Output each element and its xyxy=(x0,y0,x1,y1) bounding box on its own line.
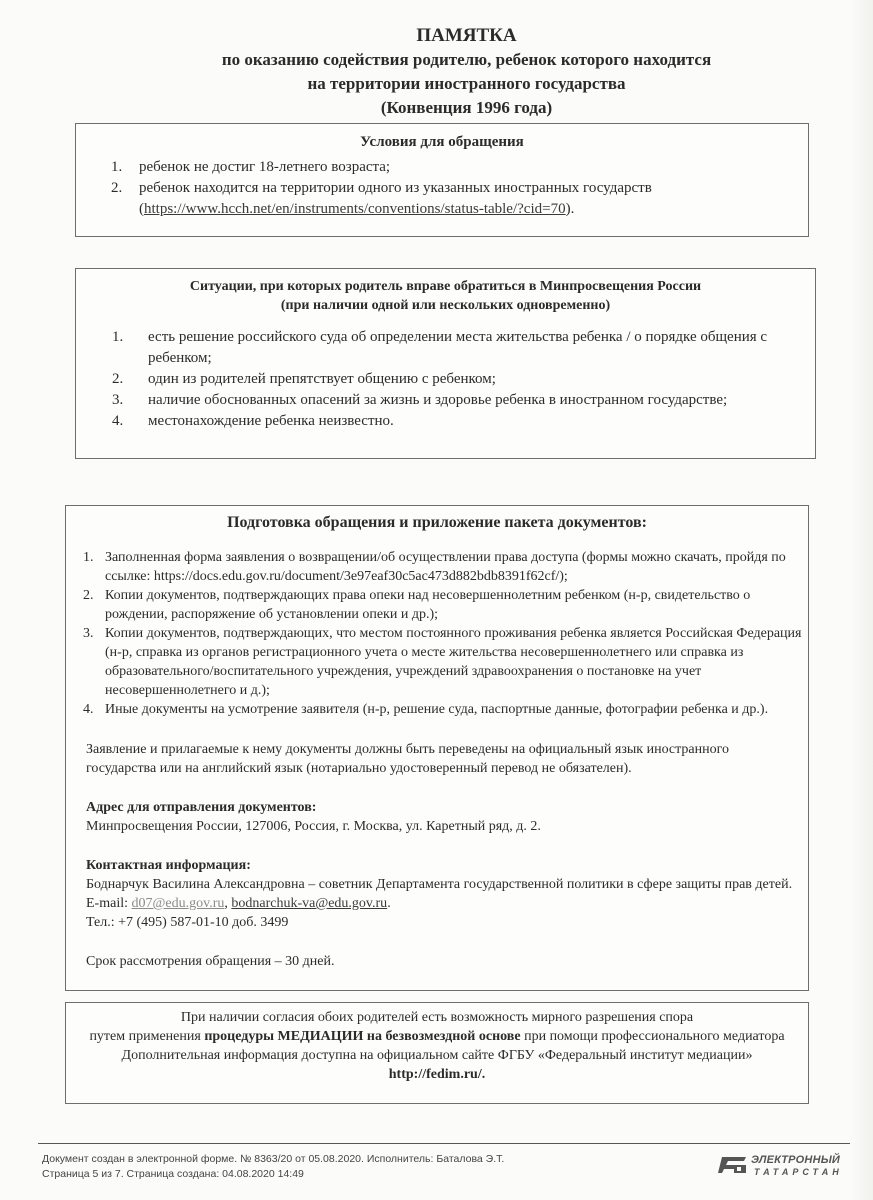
scan-edge-shadow xyxy=(850,0,873,1200)
list-item: 3. наличие обоснованных опасений за жизнь и здоровье ребенка в иностранном государстве; xyxy=(112,392,728,408)
mailing-address: Минпросвещения России, 127006, Россия, г. Москва, ул. Каретный ряд, д. 2. xyxy=(86,819,541,834)
mediation-line-2: путем применения процедуры МЕДИАЦИИ на безвозмездной основе при помощи профессионального медиатора xyxy=(89,1029,785,1044)
mediation-line-1: При наличии согласия обоих родителей есть возможность мирного разрешения спора xyxy=(180,1010,694,1025)
situations-box xyxy=(75,268,816,459)
list-item: 2. Копии документов, подтверждающих права опеки над несовершеннолетним ребенком (н-р, свидетельство о рождении, распоряжение об установлении опеки и др.); xyxy=(83,588,751,622)
list-item: 1. есть решение российского суда об определении места жительства ребенка / о порядке общения с ребенком; xyxy=(112,329,768,366)
address-label: Адрес для отправления документов: xyxy=(86,800,317,815)
email-link-bodnarchuk[interactable]: bodnarchuk-va@edu.gov.ru xyxy=(231,896,388,911)
email-link-d07[interactable]: d07@edu.gov.ru xyxy=(131,896,225,911)
conditions-box xyxy=(75,123,809,237)
fedim-link[interactable]: http://fedim.ru/. xyxy=(388,1067,486,1082)
hcch-status-table-link[interactable]: https://www.hcch.net/en/instruments/conventions/status-table/?cid=70 xyxy=(144,201,566,217)
conditions-list xyxy=(111,157,808,220)
title-line-1: по оказанию содействия родителю, ребенок которого находится xyxy=(221,50,712,69)
title-line-3: (Конвенция 1996 года) xyxy=(380,98,553,117)
footer-line-2: Страница 5 из 7. Страница создана: 04.08.2020 14:49 xyxy=(42,1168,304,1180)
preparation-heading: Подготовка обращения и приложение пакета документов: xyxy=(227,514,647,531)
contact-label: Контактная информация: xyxy=(86,858,251,873)
footer-info xyxy=(42,1152,504,1182)
list-item: 4. местонахождение ребенка неизвестно. xyxy=(112,413,394,429)
contact-person: Боднарчук Василина Александровна – советник Департамента государственной политики в сфере защиты прав детей. xyxy=(86,877,793,892)
translation-note: Заявление и прилагаемые к нему документы должны быть переведены на официальный язык иностранного государства или на английский язык (нотариально удостоверенный перевод не обязателен). xyxy=(86,742,730,776)
logo-mark-icon xyxy=(718,1155,748,1175)
list-item: 3. Копии документов, подтверждающих, что местом постоянного проживания ребенка является Российская Федерация (н-р, справка из органов регистрационного учета о месте жительства несовершеннолетнего или справка из образовательного/воспитательного учреждения, учреждений здравоохранения о постановке на учет несовершеннолетнего и д.); xyxy=(83,626,802,698)
document-title xyxy=(0,24,873,120)
title-line-2: на территории иностранного государства xyxy=(307,74,626,93)
list-item: 4. Иные документы на усмотрение заявителя (н-р, решение суда, паспортные данные, фотографии ребенка и др.). xyxy=(83,702,769,717)
electronic-tatarstan-logo: ЭЛЕКТРОННЫЙ ТАТАРСТАН xyxy=(718,1153,858,1179)
mediation-box xyxy=(65,1002,809,1104)
situations-heading: Ситуации, при которых родитель вправе обратиться в Минпросвещения России (при наличии одной или нескольких одновременно) xyxy=(189,279,702,313)
footer-line-1: Документ создан в электронной форме. № 8363/20 от 05.08.2020. Исполнитель: Баталова Э.Т. xyxy=(42,1153,505,1165)
list-item: 1. ребенок не достиг 18-летнего возраста; xyxy=(111,159,391,175)
title-main: ПАМЯТКА xyxy=(416,25,517,46)
situations-list xyxy=(112,327,815,432)
email-line: E-mail: d07@edu.gov.ru, bodnarchuk-va@edu.gov.ru. xyxy=(86,896,391,911)
list-item: 2. ребенок находится на территории одного из указанных иностранных государств (https://www.hcch.net/en/instruments/conventions/status-table/?cid=70). xyxy=(111,180,652,217)
list-item: 2. один из родителей препятствует общению с ребенком; xyxy=(112,371,496,387)
list-item: 1. Заполненная форма заявления о возвращении/об осуществлении права доступа (формы можно скачать, пройдя по ссылке: https://docs.edu.gov.ru/document/3e97eaf30c5ac473d882bdb8391f62cf/); xyxy=(83,550,786,584)
conditions-heading: Условия для обращения xyxy=(360,134,524,150)
documents-list xyxy=(83,548,808,719)
footer-divider xyxy=(38,1143,850,1144)
preparation-box xyxy=(65,505,809,991)
phone-line: Тел.: +7 (495) 587-01-10 доб. 3499 xyxy=(86,915,289,930)
review-period: Срок рассмотрения обращения – 30 дней. xyxy=(86,954,335,969)
mediation-line-3: Дополнительная информация доступна на официальном сайте ФГБУ «Федеральный институт медиации» xyxy=(121,1048,753,1063)
